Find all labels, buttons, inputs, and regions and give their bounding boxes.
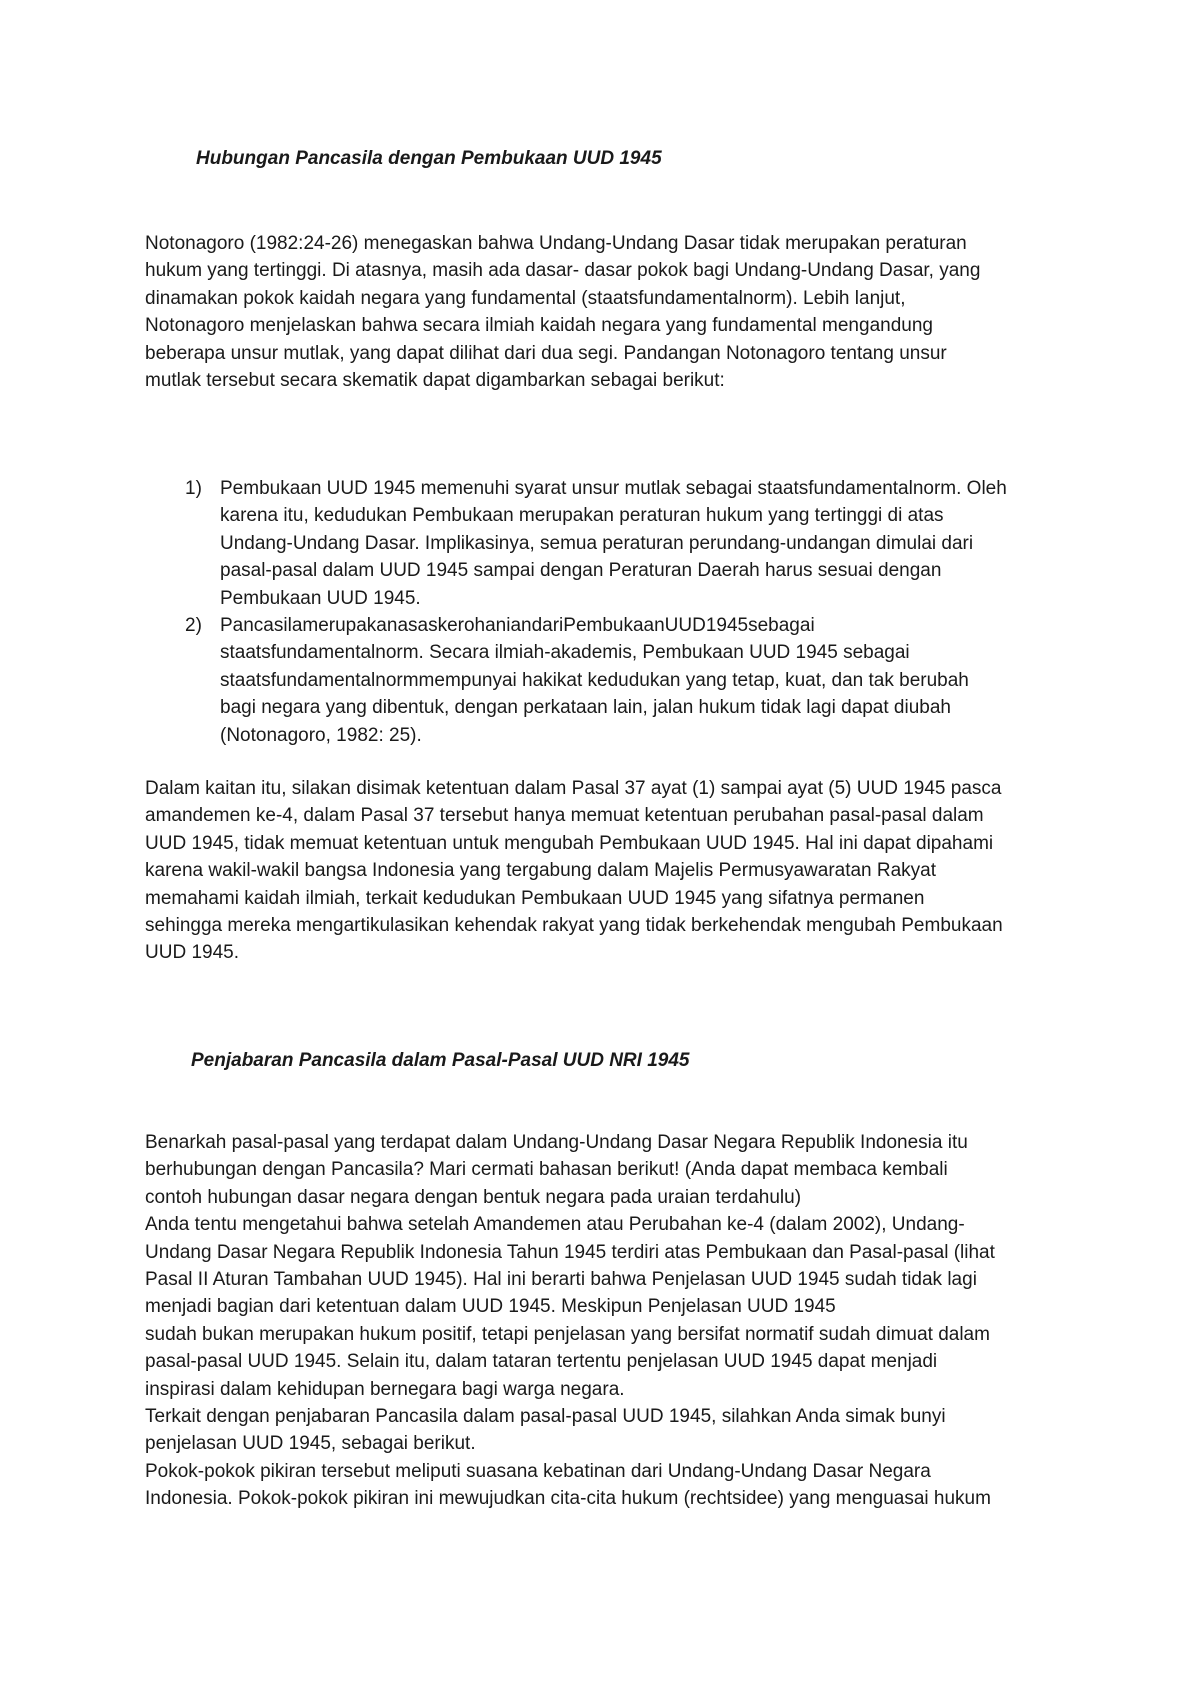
text-line: Notonagoro (1982:24-26) menegaskan bahwa Undang-Undang Dasar tidak merupakan peraturan <box>145 233 967 254</box>
text-line: (Notonagoro, 1982: 25). <box>220 724 422 746</box>
text-line: pasal-pasal UUD 1945. Selain itu, dalam tataran tertentu penjelasan UUD 1945 dapat menjadi <box>145 1351 938 1373</box>
text-line: Pasal II Aturan Tambahan UUD 1945). Hal ini berarti bahwa Penjelasan UUD 1945 sudah tidak lagi <box>145 1268 977 1290</box>
list-number: 1) <box>185 478 202 499</box>
text-line: bagi negara yang dibentuk, dengan perkataan lain, jalan hukum tidak lagi dapat diubah <box>220 697 951 719</box>
text-line: Pokok-pokok pikiran tersebut meliputi suasana kebatinan dari Undang-Undang Dasar Negara <box>145 1460 931 1482</box>
text-line: dinamakan pokok kaidah negara yang fundamental (staatsfundamentalnorm). Lebih lanjut, <box>145 287 906 309</box>
text-line: pasal-pasal dalam UUD 1945 sampai dengan Peraturan Daerah harus sesuai dengan <box>220 560 942 582</box>
text-line: Pembukaan UUD 1945. <box>220 587 421 609</box>
text-line: memahami kaidah ilmiah, terkait kedudukan Pembukaan UUD 1945 yang sifatnya permanen <box>145 887 925 909</box>
text-line: PancasilamerupakanasaskerohaniandariPembukaanUUD1945sebagai <box>220 614 815 636</box>
text-line: Benarkah pasal-pasal yang terdapat dalam Undang-Undang Dasar Negara Republik Indonesia itu <box>145 1132 968 1153</box>
text-line: amandemen ke-4, dalam Pasal 37 tersebut hanya memuat ketentuan perubahan pasal-pasal dalam <box>145 805 984 827</box>
text-line: Pembukaan UUD 1945 memenuhi syarat unsur mutlak sebagai staatsfundamentalnorm. Oleh <box>220 478 1007 499</box>
text-line: beberapa unsur mutlak, yang dapat dilihat dari dua segi. Pandangan Notonagoro tentang unsur <box>145 342 947 364</box>
closing-paragraph <box>145 775 1075 967</box>
text-line: contoh hubungan dasar negara dengan bentuk negara pada uraian terdahulu) <box>145 1186 802 1208</box>
text-line: mutlak tersebut secara skematik dapat digambarkan sebagai berikut: <box>145 369 725 391</box>
section-heading-hubungan: Hubungan Pancasila dengan Pembukaan UUD 1945 <box>196 148 662 169</box>
text-line: hukum yang tertinggi. Di atasnya, masih ada dasar- dasar pokok bagi Undang-Undang Dasar, yang <box>145 260 981 282</box>
list-item <box>145 475 1075 612</box>
text-line: inspirasi dalam kehidupan bernegara bagi warga negara. <box>145 1378 625 1400</box>
text-line: penjelasan UUD 1945, sebagai berikut. <box>145 1433 476 1455</box>
section-heading-penjabaran: Penjabaran Pancasila dalam Pasal-Pasal UUD NRI 1945 <box>191 1050 690 1071</box>
list-item <box>145 612 1075 749</box>
text-line: karena wakil-wakil bangsa Indonesia yang tergabung dalam Majelis Permusyawaratan Rakyat <box>145 860 937 882</box>
text-line: Notonagoro menjelaskan bahwa secara ilmiah kaidah negara yang fundamental mengandung <box>145 315 933 337</box>
text-line: Terkait dengan penjabaran Pancasila dalam pasal-pasal UUD 1945, silahkan Anda simak bunyi <box>145 1405 946 1427</box>
text-line: Undang-Undang Dasar. Implikasinya, semua peraturan perundang-undangan dimulai dari <box>220 532 974 554</box>
text-line: Dalam kaitan itu, silakan disimak ketentuan dalam Pasal 37 ayat (1) sampai ayat (5) UUD 1945 pasca <box>145 778 1002 799</box>
text-line: UUD 1945. <box>145 942 239 964</box>
numbered-list <box>145 475 1075 749</box>
body-paragraph <box>145 1129 1075 1512</box>
text-line: sehingga mereka mengartikulasikan kehendak rakyat yang tidak berkehendak mengubah Pembukaan <box>145 914 1003 936</box>
text-line: UUD 1945, tidak memuat ketentuan untuk mengubah Pembukaan UUD 1945. Hal ini dapat dipahami <box>145 832 994 854</box>
list-number: 2) <box>185 614 202 636</box>
text-line: Undang Dasar Negara Republik Indonesia Tahun 1945 terdiri atas Pembukaan dan Pasal-pasal (lihat <box>145 1241 995 1263</box>
text-line: staatsfundamentalnorm. Secara ilmiah-akademis, Pembukaan UUD 1945 sebagai <box>220 642 910 664</box>
text-line: staatsfundamentalnormmempunyai hakikat kedudukan yang tetap, kuat, dan tak berubah <box>220 669 969 691</box>
text-line: Anda tentu mengetahui bahwa setelah Amandemen atau Perubahan ke-4 (dalam 2002), Undang- <box>145 1214 965 1236</box>
text-line: menjadi bagian dari ketentuan dalam UUD 1945. Meskipun Penjelasan UUD 1945 <box>145 1296 836 1318</box>
text-line: karena itu, kedudukan Pembukaan merupakan peraturan hukum yang tertinggi di atas <box>220 505 944 527</box>
text-line: berhubungan dengan Pancasila? Mari cermati bahasan berikut! (Anda dapat membaca kembali <box>145 1159 948 1181</box>
text-line: Indonesia. Pokok-pokok pikiran ini mewujudkan cita-cita hukum (rechtsidee) yang menguasai hukum <box>145 1488 991 1510</box>
text-line: sudah bukan merupakan hukum positif, tetapi penjelasan yang bersifat normatif sudah dimuat dalam <box>145 1323 990 1345</box>
intro-paragraph <box>145 230 1075 394</box>
